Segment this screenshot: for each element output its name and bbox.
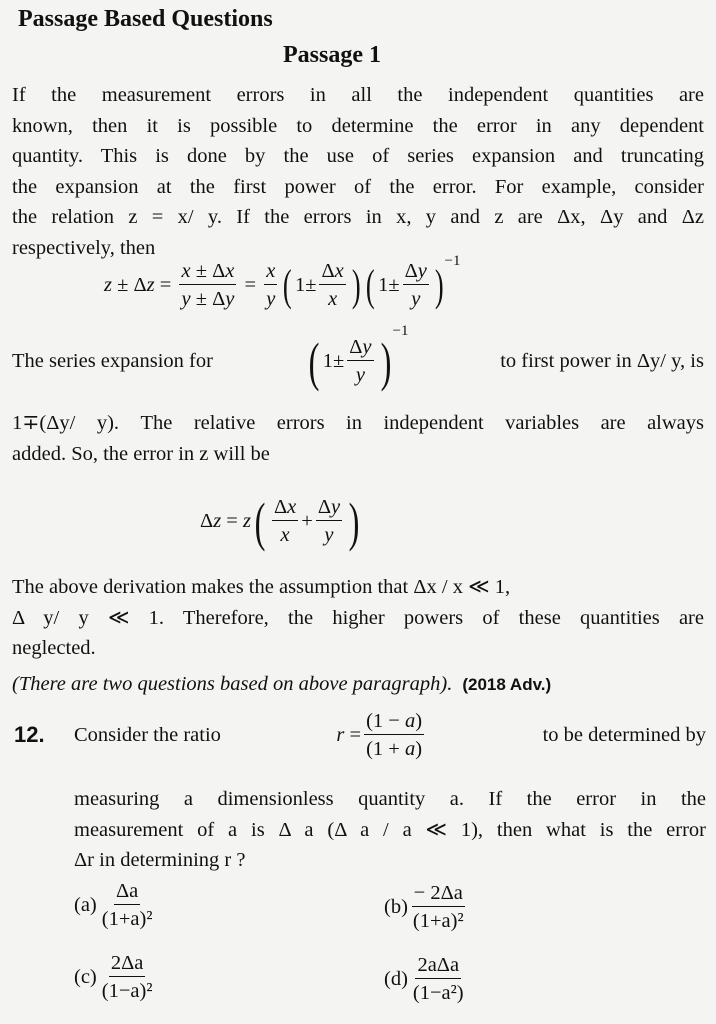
passage-line: the relation z = x/ y. If the errors in x, y and z are Δx, Δy and Δz: [12, 206, 704, 228]
passage-line: neglected.: [12, 637, 96, 659]
passage-line: the expansion at the first power of the error. For example, consider: [12, 175, 704, 198]
option-denominator: (1−a²): [412, 982, 464, 1004]
option-label: (a): [74, 894, 97, 916]
series-term: ( 1± $\frac{\Delta y}{y}$ ) −1: [308, 323, 409, 392]
note-text: (There are two questions based on above paragraph).: [12, 673, 453, 695]
question-line: measuring a dimensionless quantity a. If the error in the: [74, 788, 706, 810]
passage-line: 1∓(Δy/ y). The relative errors in independent variables are always: [12, 412, 704, 434]
passage-line: If the measurement errors in all the independent quantities are: [12, 84, 704, 106]
equation-z-expansion: z ± Δ z = $\frac{x \pm \Delta x}{y \pm \Delta y}$ = $\frac{x}{y}$ ( 1± $\frac{\Delta x}{x}$ ) ( 1± $\frac{\Delta y}{y}$ ) −1: [104, 253, 461, 310]
option-c[interactable]: [74, 950, 157, 1005]
option-label: (d): [384, 968, 408, 990]
passage-line: respectively, then: [12, 236, 156, 259]
series-expansion-line: [12, 323, 704, 392]
option-label: (b): [384, 896, 408, 918]
series-text-post: to first power in Δy/ y, is: [500, 350, 704, 372]
passage-paragraph: [12, 80, 704, 263]
option-numerator: 2Δa: [109, 950, 146, 977]
option-denominator: (1−a)²: [101, 980, 153, 1002]
question-body: [74, 784, 706, 876]
option-numerator: − 2Δa: [412, 880, 465, 907]
option-denominator: (1+a)²: [412, 910, 464, 932]
question-text-pre: Consider the ratio: [74, 724, 221, 746]
passage-line: Δ y/ y ≪ 1. Therefore, the higher powers of these quantities are: [12, 606, 704, 629]
option-d[interactable]: [384, 952, 469, 1007]
year-tag: (2018 Adv.): [462, 675, 552, 694]
option-label: (c): [74, 966, 97, 988]
option-numerator: Δa: [114, 878, 140, 905]
passage-line: The above derivation makes the assumption that Δx / x ≪ 1,: [12, 576, 511, 598]
passage-paragraph-2: [12, 408, 704, 469]
question-stem-line: [74, 708, 706, 763]
passage-paragraph-3: [12, 572, 704, 664]
question-text-post: to be determined by: [542, 724, 706, 746]
option-a[interactable]: [74, 878, 157, 933]
passage-note: [12, 673, 551, 696]
passage-line: added. So, the error in z will be: [12, 442, 270, 465]
question-line: Δr in determining r ?: [74, 849, 246, 871]
option-numerator: 2aΔa: [415, 952, 461, 979]
passage-line: quantity. This is done by the use of series expansion and truncating: [12, 145, 704, 167]
option-b[interactable]: [384, 880, 469, 935]
option-denominator: (1+a)²: [101, 908, 153, 930]
question-number: 12.: [14, 722, 45, 747]
ratio-formula: r = $\frac{(1 - a)}{(1 + a)}$: [336, 710, 423, 760]
series-text-pre: The series expansion for: [12, 350, 213, 372]
question-line: measurement of a is Δ a (Δ a / a ≪ 1), then what is the error: [74, 818, 706, 841]
equation-error-z: Δ z = z ( $\frac{\Delta x}{x}$ + $\frac{\Delta y}{y}$ ): [200, 491, 360, 552]
section-title: Passage Based Questions: [18, 6, 273, 32]
passage-title: Passage 1: [283, 42, 381, 68]
passage-line: known, then it is possible to determine the error in any dependent: [12, 114, 704, 137]
